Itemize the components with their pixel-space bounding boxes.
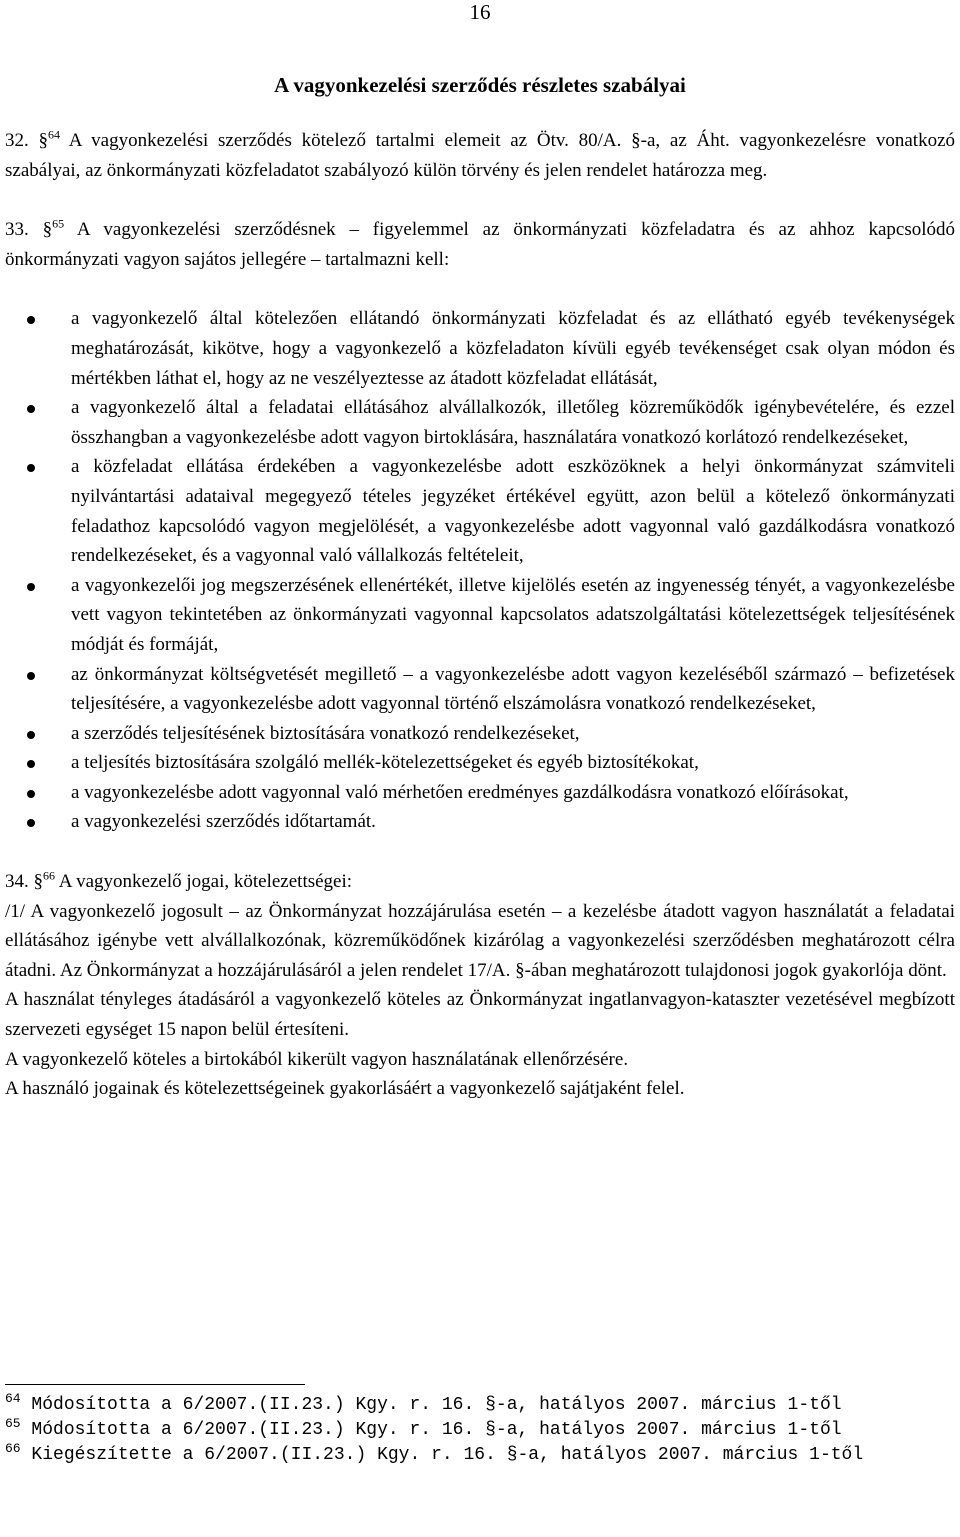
section-34-heading xyxy=(5,867,955,897)
list-item: a vagyonkezelő által kötelezően ellátandó önkormányzati közfeladat és az ellátható egyéb tevékenységek meghatározását, kikötve, hogy a vagyonkezelő a közfeladaton kívüli egyéb tevékenséget csak olyan módon és mértékben láthat el, hogy az ne veszélyeztesse az átadott közfeladat ellátását, xyxy=(5,304,955,393)
section-33-intro xyxy=(5,215,955,274)
section-34-number: 34. § xyxy=(5,871,43,893)
list-item: a vagyonkezelésbe adott vagyonnal való mérhetően eredményes gazdálkodásra vonatkozó előírásokat, xyxy=(5,778,955,808)
section-33-text: A vagyonkezelési szerződésnek – figyelemmel az önkormányzati közfeladatra és az ahhoz kapcsolódó önkormányzati vagyon sajátos jellegére – tartalmazni kell: xyxy=(5,219,955,270)
footnotes xyxy=(5,1391,945,1469)
bullet-icon xyxy=(27,583,35,591)
page-title: A vagyonkezelési szerződés részletes szabályai xyxy=(274,73,686,97)
list-item: a szerződés teljesítésének biztosítására vonatkozó rendelkezéseket, xyxy=(5,719,955,749)
bullet-icon xyxy=(27,790,35,798)
bullet-icon xyxy=(27,819,35,827)
footnote-66: $^{66}$ Kiegészítette a 6/2007.(II.23.) Kgy. r. 16. §-a, hatályos 2007. március 1-től xyxy=(5,1441,864,1465)
section-32-text: A vagyonkezelési szerződés kötelező tartalmi elemeit az Ötv. 80/A. §-a, az Áht. vagyonkezelésre vonatkozó szabályai, az önkormányzati közfeladatot szabályozó külön törvény és jelen rendelet határozza meg. xyxy=(5,130,956,181)
bullet-icon xyxy=(27,672,35,680)
document-body xyxy=(5,126,955,1104)
section-32 xyxy=(5,126,955,185)
section-33-number: 33. § xyxy=(5,219,53,241)
bullet-icon xyxy=(27,464,35,472)
footnote-ref-64[interactable]: 64 xyxy=(48,127,61,142)
list-item: a teljesítés biztosítására szolgáló mellék-kötelezettségeket és egyéb biztosítékokat, xyxy=(5,748,955,778)
footnote-ref-66[interactable]: 66 xyxy=(43,868,55,883)
section-32-number: 32. § xyxy=(5,130,49,151)
section-34-paragraph-2: A használat tényleges átadásáról a vagyonkezelő köteles az Önkormányzat ingatlanvagyon-kataszter vezetésével megbízott szervezeti egységet 15 napon belül értesíteni. xyxy=(5,989,955,1041)
bullet-icon xyxy=(27,316,35,324)
list-item: a vagyonkezelői jog megszerzésének ellenértékét, illetve kijelölés esetén az ingyenesség tényét, a vagyonkezelésbe vett vagyon tekintetében az önkormányzati vagyonnal kapcsolatos adatszolgáltatási kötelezettségek teljesítésének módját és formáját, xyxy=(5,571,955,660)
list-item: a közfeladat ellátása érdekében a vagyonkezelésbe adott eszközöknek a helyi önkormányzat számviteli nyilvántartási adataival megegyező tételes jegyzéket értékével együtt, azon belül a kötelező önkormányzati feladathoz kapcsolódó vagyon megjelölését, a vagyonkezelésbe adott vagyonnal való gazdálkodásra vonatkozó rendelkezéseket, és a vagyonnal való vállalkozás feltételeit, xyxy=(5,452,955,570)
section-34-paragraph-1: /1/ A vagyonkezelő jogosult – az Önkormányzat hozzájárulása esetén – a kezelésbe átadott vagyon használatát a feladatai ellátásához igénybe vett alvállalkozónak, közreműködőnek kizárólag a vagyonkezelési szerződésben meghatározott célra átadni. Az Önkormányzat a hozzájárulásáról a jelen rendelet 17/A. §-ában meghatározott tulajdonosi jogok gyakorlója dönt. xyxy=(5,900,955,981)
footnote-ref-65[interactable]: 65 xyxy=(52,216,65,231)
bullet-icon xyxy=(27,760,35,768)
section-34-text: A vagyonkezelő jogai, kötelezettségei: xyxy=(55,871,353,893)
list-item: a vagyonkezelő által a feladatai ellátásához alvállalkozók, illetőleg közreműködők igénybevételére, és ezzel összhangban a vagyonkezelésbe adott vagyon birtoklására, használatára vonatkozó korlátozó rendelkezéseket, xyxy=(5,393,955,452)
page-number: 16 xyxy=(469,0,491,24)
footnote-65: $^{65}$ Módosította a 6/2007.(II.23.) Kgy. r. 16. §-a, hatályos 2007. március 1-től xyxy=(5,1416,842,1440)
bullet-icon xyxy=(27,405,35,413)
section-33-list xyxy=(5,304,955,837)
footnote-divider xyxy=(5,1384,305,1385)
list-item: az önkormányzat költségvetését megillető – a vagyonkezelésbe adott vagyon kezeléséből származó – befizetések teljesítésére, a vagyonkezelésbe adott vagyonnal történő elszámolásra vonatkozó rendelkezéseket, xyxy=(5,660,955,719)
footnote-64: $^{64}$ Módosította a 6/2007.(II.23.) Kgy. r. 16. §-a, hatályos 2007. március 1-től xyxy=(5,1391,842,1415)
list-item: a vagyonkezelési szerződés időtartamát. xyxy=(5,807,955,837)
section-34-paragraph-4: A használó jogainak és kötelezettségeinek gyakorlásáért a vagyonkezelő sajátjaként felel. xyxy=(5,1078,685,1100)
section-34-paragraph-3: A vagyonkezelő köteles a birtokából kikerült vagyon használatának ellenőrzésére. xyxy=(5,1048,629,1070)
bullet-icon xyxy=(27,731,35,739)
